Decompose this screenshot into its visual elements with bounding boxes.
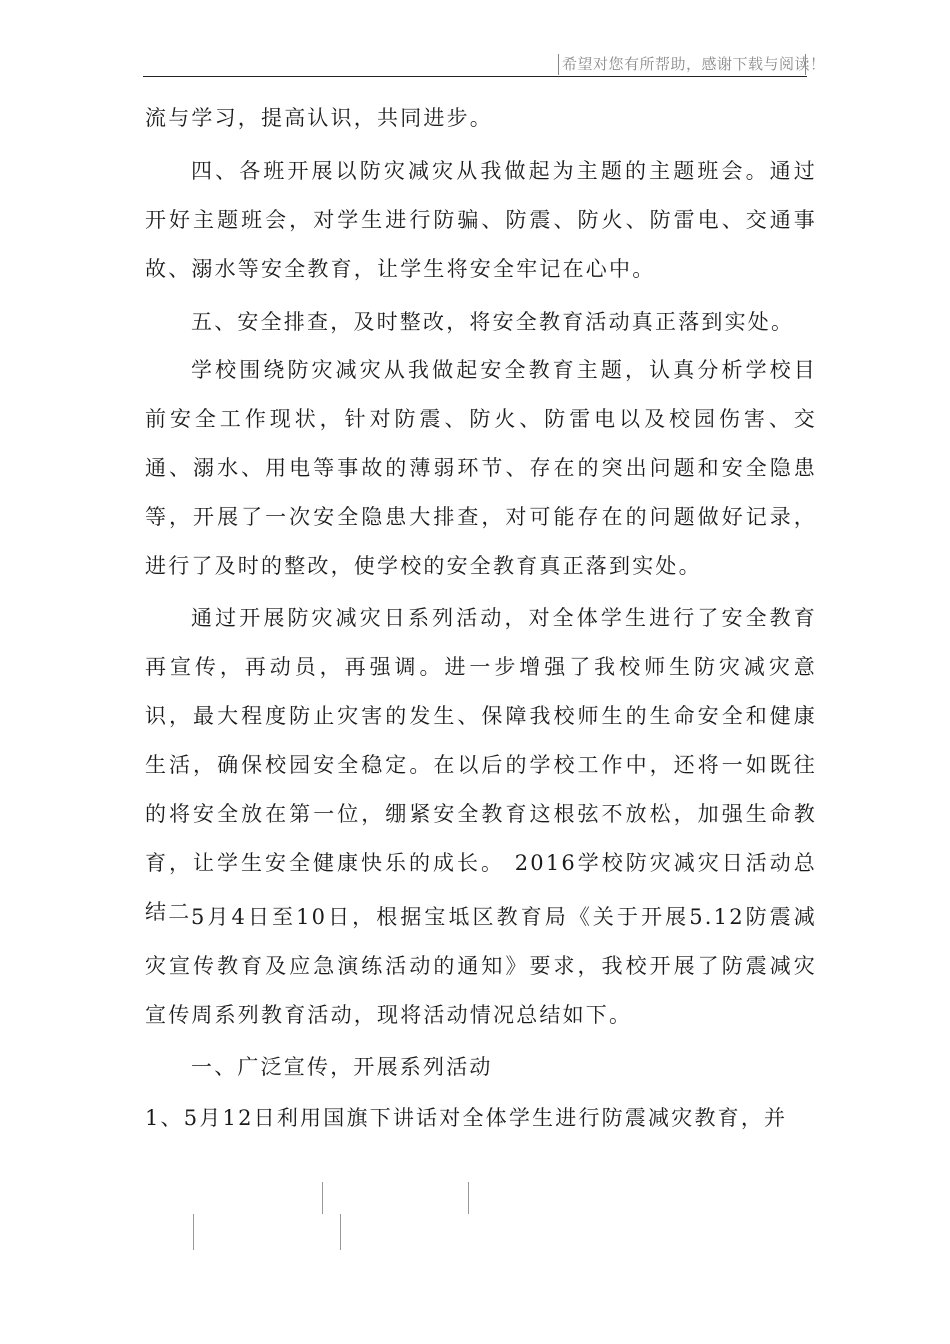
- header-note: 希望对您有所帮助，感谢下载与阅读！: [562, 55, 826, 73]
- paragraph-2: 四、各班开展以防灾减灾从我做起为主题的主题班会。通过开好主题班会，对学生进行防骗、防震、防火、防雷电、交通事故、溺水等安全教育，让学生将安全牢记在心中。: [145, 159, 817, 281]
- paragraph-7: 一、广泛宣传，开展系列活动: [191, 1055, 493, 1079]
- paragraph-6: 5月4日至10日，根据宝坻区教育局《关于开展5.12防震减灾宣传教育及应急演练活动的通知》要求，我校开展了防震减灾宣传周系列教育活动，现将活动情况总结如下。: [145, 905, 817, 1027]
- paragraph-3: 五、安全排查，及时整改，将安全教育活动真正落到实处。: [191, 310, 795, 334]
- header-rule: [143, 76, 807, 77]
- scan-mark: [340, 1214, 341, 1250]
- paragraph-4: 学校围绕防灾减灾从我做起安全教育主题，认真分析学校目前安全工作现状，针对防震、防火、防雷电以及校园伤害、交通、溺水、用电等事故的薄弱环节、存在的突出问题和安全隐患等，开展了一次安全隐患大排查，对可能存在的问题做好记录，进行了及时的整改，使学校的安全教育真正落到实处。: [145, 358, 817, 578]
- scan-mark: [468, 1182, 469, 1214]
- scan-mark: [193, 1214, 194, 1250]
- paragraph-8: 1、5月12日利用国旗下讲话对全体学生进行防震减灾教育，并: [145, 1106, 788, 1130]
- paragraph-5: 通过开展防灾减灾日系列活动，对全体学生进行了安全教育再宣传，再动员，再强调。进一步增强了我校师生防灾减灾意识，最大程度防止灾害的发生、保障我校师生的生命安全和健康生活，确保校园安全稳定。在以后的学校工作中，还将一如既往的将安全放在第一位，绷紧安全教育这根弦不放松，加强生命教育，让学生安全健康快乐的成长。 2016学校防灾减灾日活动总结二: [145, 606, 817, 924]
- scan-mark: [322, 1182, 323, 1214]
- paragraph-1: 流与学习，提高认识，共同进步。: [145, 106, 493, 130]
